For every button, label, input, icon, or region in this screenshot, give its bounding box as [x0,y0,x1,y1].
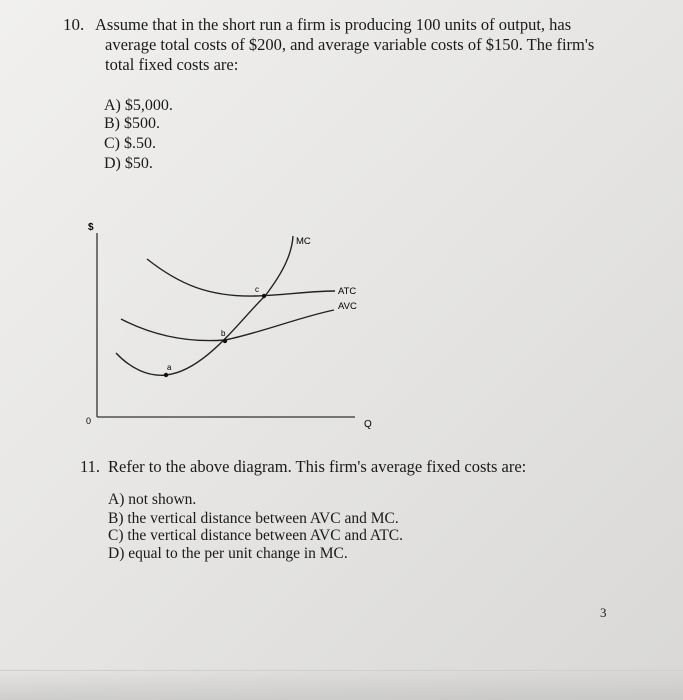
point-c-label: c [255,285,259,294]
question-11-option-a: A) not shown. [108,491,197,508]
atc-label: ATC [338,286,357,297]
question-11-option-c: C) the vertical distance between AVC and ATC. [108,527,404,544]
avc-label: AVC [338,301,357,312]
question-10-option-b: B) $500. [104,115,160,132]
page-number: 3 [600,605,607,620]
page-bottom-shadow [0,668,683,700]
question-11-text: Refer to the above diagram. This firm's average fixed costs are: [108,457,527,476]
point-c [262,294,266,298]
question-10-line-1: Assume that in the short run a firm is producing 100 units of output, has [95,15,572,34]
question-11-option-b: B) the vertical distance between AVC and MC. [108,510,399,527]
point-a [164,373,168,377]
question-10-line-3: total fixed costs are: [105,55,239,74]
question-10-option-a: A) $5,000. [104,97,173,114]
x-axis-label: Q [364,419,372,430]
question-10-line-2: average total costs of $200, and average variable costs of $150. The firm's [105,35,595,54]
point-a-label: a [167,363,172,372]
point-b [223,339,227,343]
question-10-option-c: C) $.50. [104,135,156,152]
origin-label: 0 [86,416,92,426]
question-10-number: 10. [63,15,85,34]
mc-curve [116,236,293,375]
page-bottom-edge [0,670,683,671]
question-11-option-d: D) equal to the per unit change in MC. [108,545,348,562]
question-11-number: 11. [80,457,101,476]
mc-label: MC [296,236,311,247]
atc-curve [147,259,335,296]
y-axis-label: $ [88,222,94,233]
question-10-option-d: D) $50. [104,155,153,172]
point-b-label: b [221,329,226,338]
